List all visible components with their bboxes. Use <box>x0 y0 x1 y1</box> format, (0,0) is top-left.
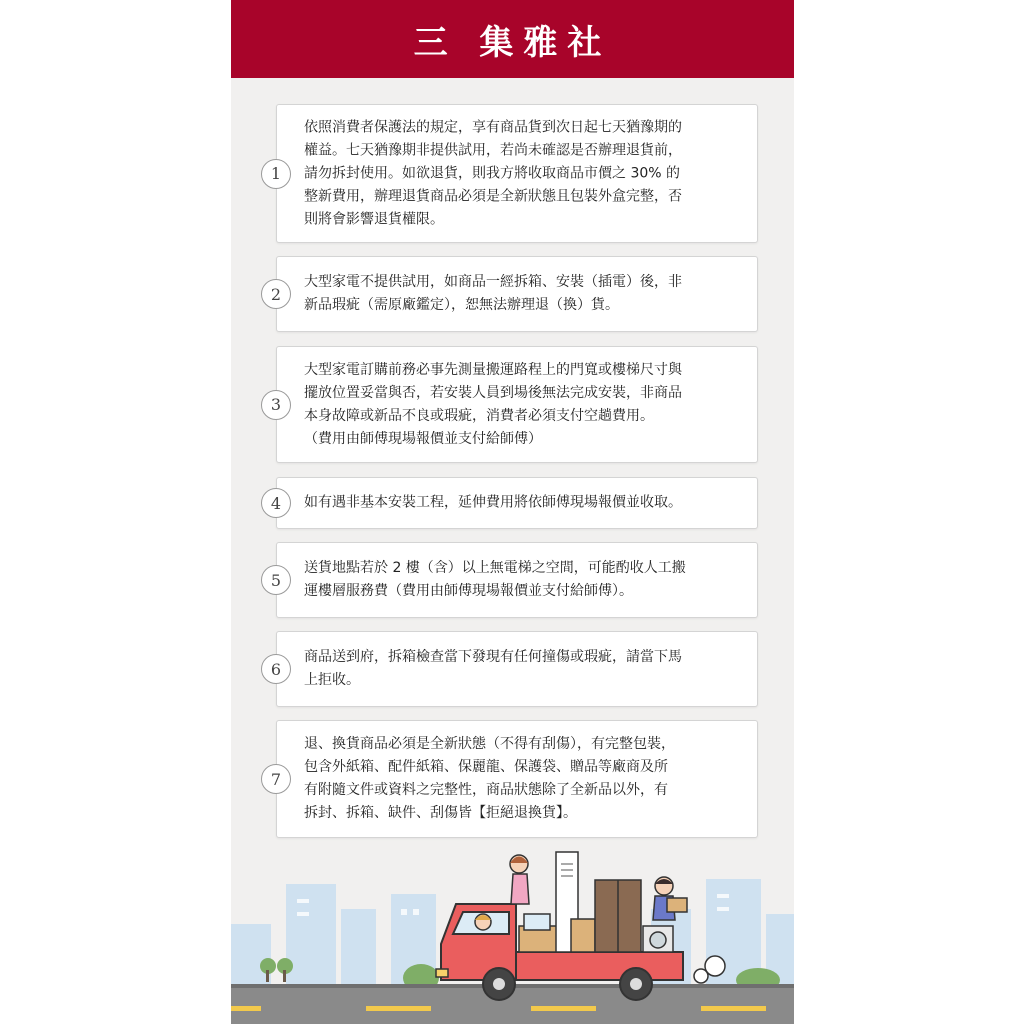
notice-number-7: 7 <box>261 764 291 794</box>
notice-text-4: 如有遇非基本安裝工程，延伸費用將依師傅現場報價並收取。 <box>304 494 682 511</box>
notice-text-1: 依照消費者保護法的規定，享有商品貨到次日起七天猶豫期的 權益。七天猶豫期非提供試用，若尚未確認是否辦理退貨前， 請勿拆封使用。如欲退貨，則我方將收取商品市價之 30% 的 整新費用，辦理退貨商品必須是全新狀態且包裝外盒完整，否 則將會影響退貨權限。 <box>304 119 682 227</box>
notice-card-1 <box>270 104 758 243</box>
notice-card-4 <box>270 477 758 529</box>
notice-card-2 <box>270 256 758 332</box>
notice-text-5: 送貨地點若於 2 樓（含）以上無電梯之空間，可能酌收人工搬 運樓層服務費（費用由師傅現場報價並支付給師傅）。 <box>304 560 686 599</box>
notice-card-5 <box>270 542 758 618</box>
notice-number-1: 1 <box>261 159 291 189</box>
notice-card-6 <box>270 631 758 707</box>
notice-number-4: 4 <box>261 488 291 518</box>
brand-logo: 三 集雅社 <box>413 22 612 63</box>
notice-text-3: 大型家電訂購前務必事先測量搬運路程上的門寬或樓梯尺寸與 擺放位置妥當與否，若安裝人員到場後無法完成安裝，非商品 本身故障或新品不良或瑕疵，消費者必須支付空趟費用。 （費用由師傅現場報價並支付給師傅） <box>304 361 682 447</box>
notice-number-3: 3 <box>261 390 291 420</box>
notice-number-6: 6 <box>261 654 291 684</box>
notice-text-2: 大型家電不提供試用，如商品一經拆箱、安裝（插電）後，非 新品瑕疵（需原廠鑑定），恕無法辦理退（換）貨。 <box>304 274 682 313</box>
delivery-truck-illustration <box>231 834 794 1024</box>
notice-card-7 <box>270 720 758 838</box>
notice-card-3 <box>270 346 758 463</box>
brand-header <box>231 0 794 78</box>
delivery-notice-panel <box>231 0 794 1024</box>
notice-number-2: 2 <box>261 279 291 309</box>
notice-text-6: 商品送到府，拆箱檢查當下發現有任何撞傷或瑕疵，請當下馬 上拒收。 <box>304 649 682 688</box>
notice-number-5: 5 <box>261 565 291 595</box>
notice-text-7: 退、換貨商品必須是全新狀態（不得有刮傷），有完整包裝， 包含外紙箱、配件紙箱、保麗龍、保護袋、贈品等廠商及所 有附隨文件或資料之完整性，商品狀態除了全新品以外，有 拆封、拆箱、缺件、刮傷皆【拒絕退換貨】。 <box>304 736 675 821</box>
